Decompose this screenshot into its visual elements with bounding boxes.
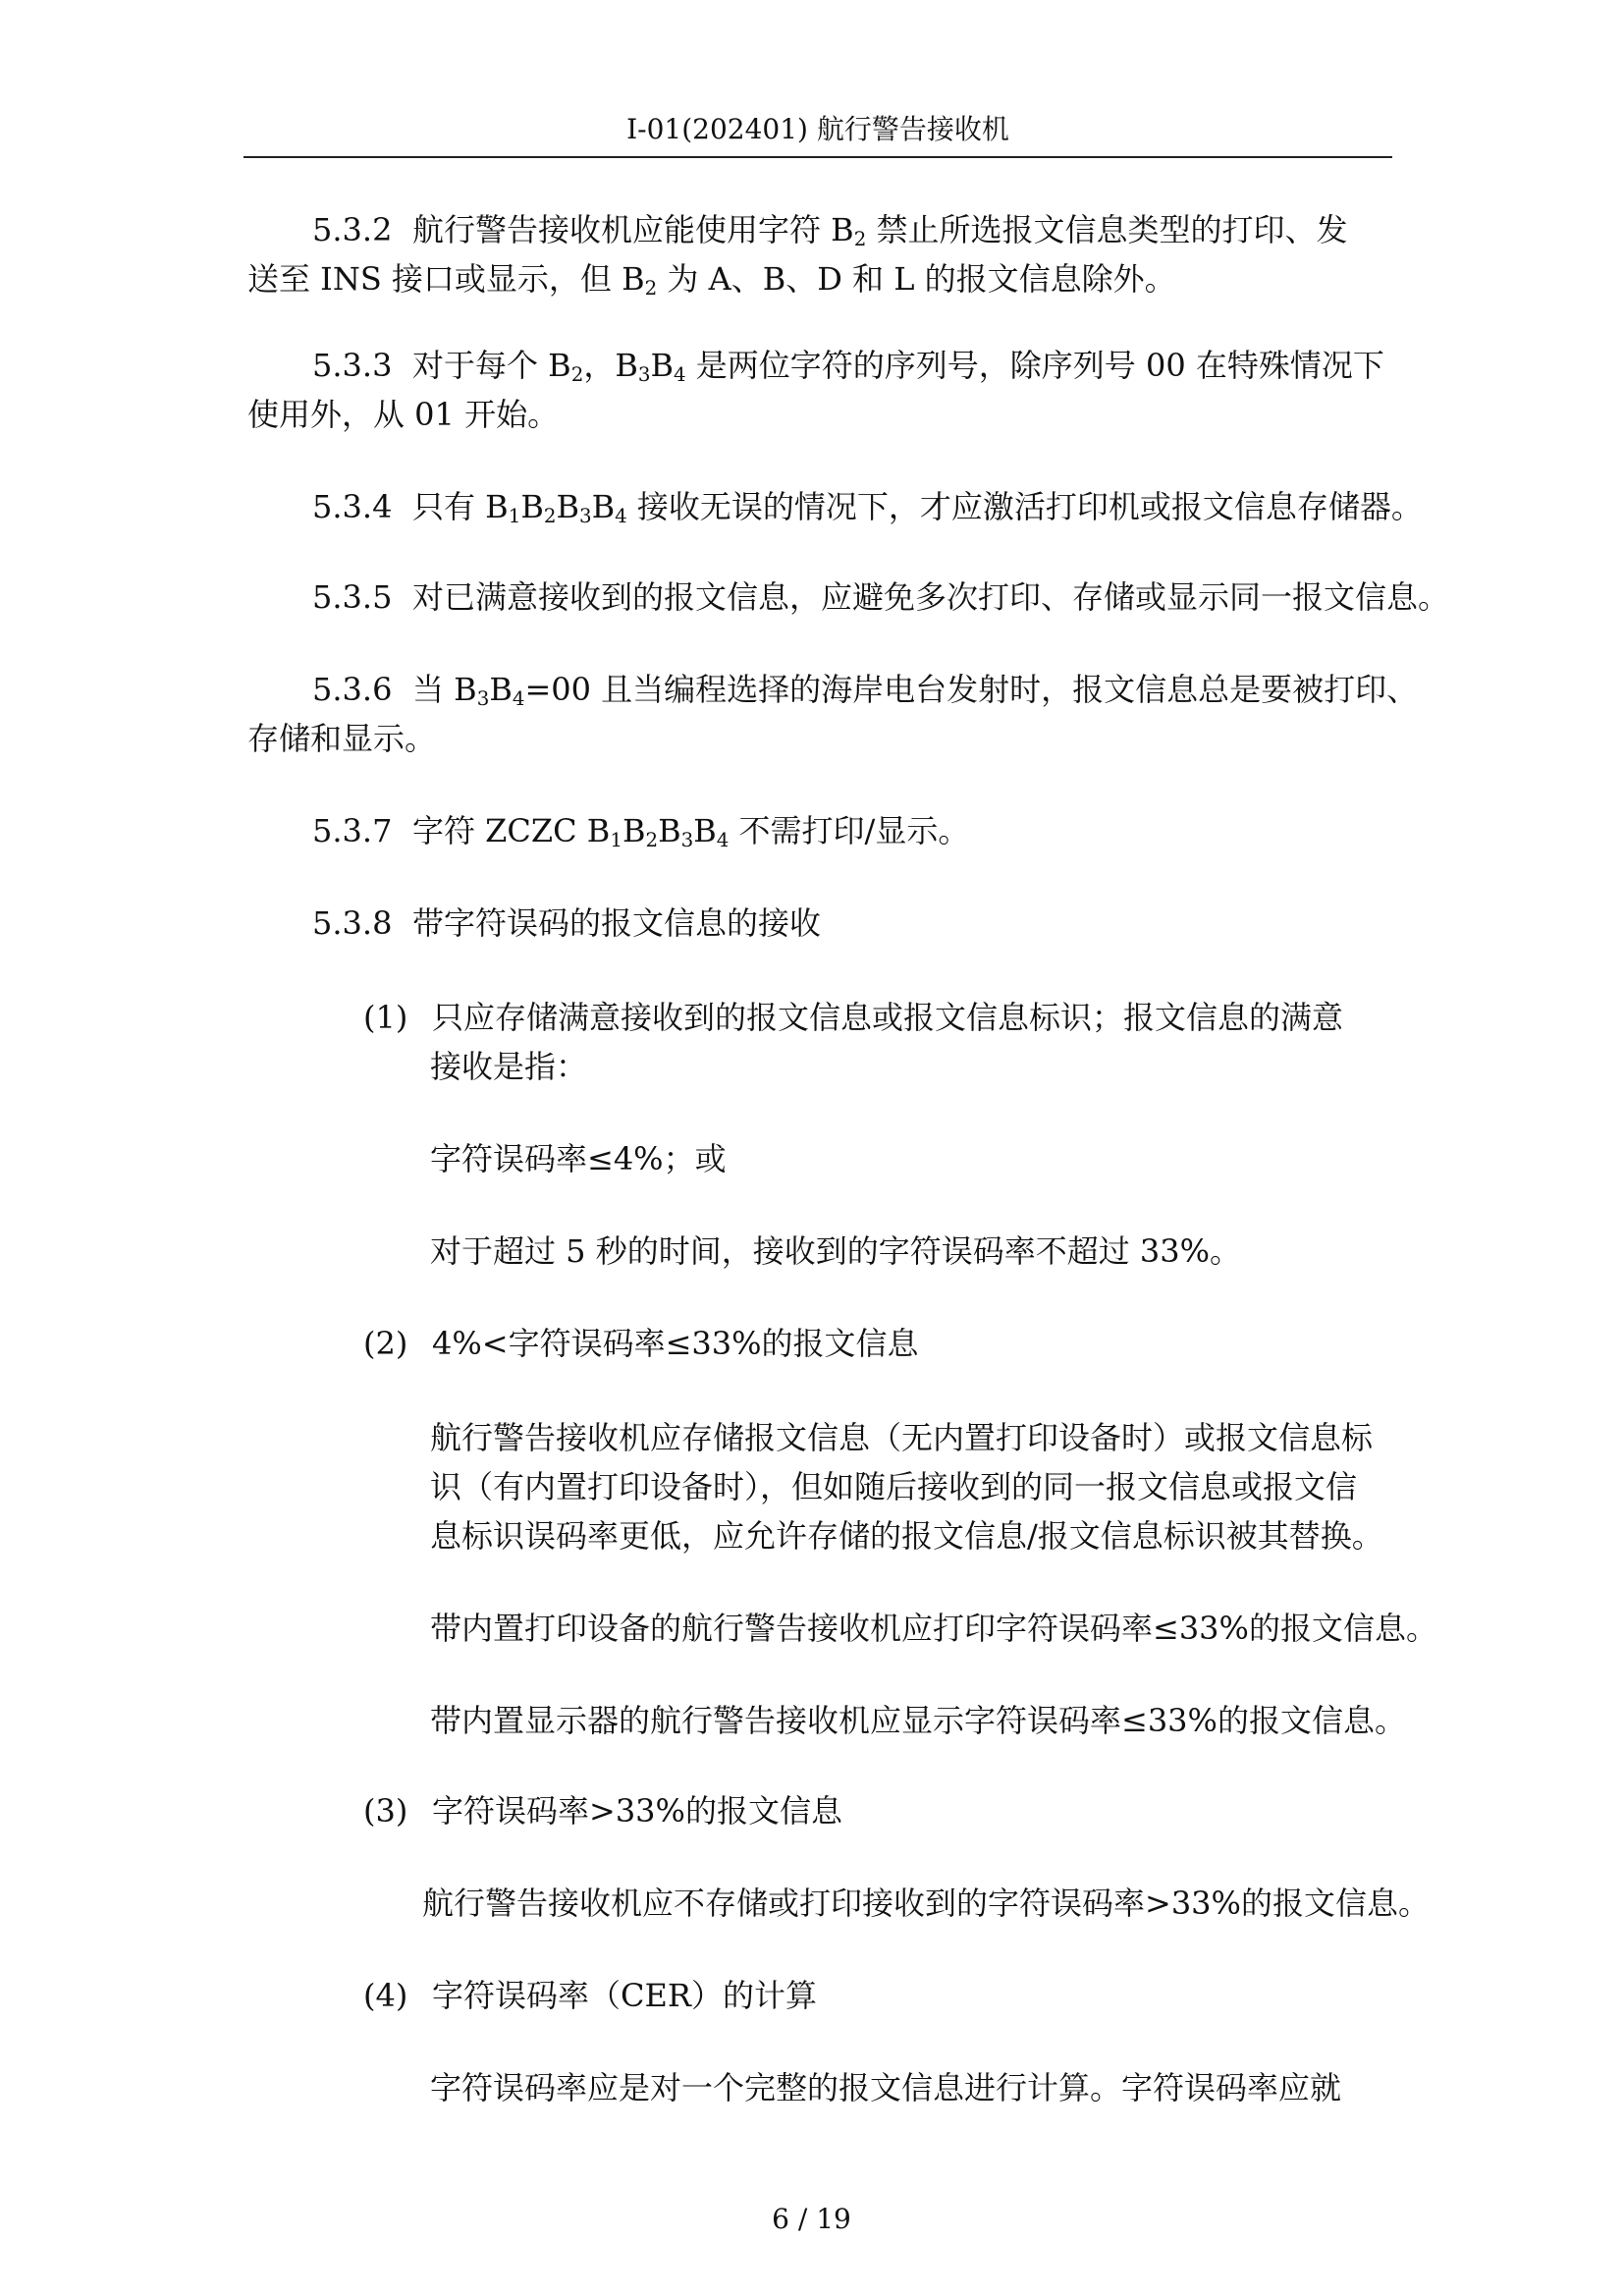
section-number: 5.3.8 [312,904,393,942]
section-number: 5.3.7 [312,812,393,849]
text: 是两位字符的序列号，除序列号 00 在特殊情况下 [685,347,1384,384]
subscript: 4 [512,686,525,710]
section-5-3-2-line-1 [312,204,1348,255]
item-2-para-1-line-2: 识（有内置打印设备时），但如随后接收到的同一报文信息或报文信 [430,1468,1358,1505]
text: 对于每个 B [412,347,571,384]
item-1-condition-b: 对于超过 5 秒的时间，接收到的字符误码率不超过 33%。 [430,1232,1242,1270]
text: 禁止所选报文信息类型的打印、发 [866,211,1348,248]
section-5-3-3-line-1 [312,340,1384,391]
text: B [650,347,674,384]
subscript: 3 [476,686,490,710]
text: 对已满意接收到的报文信息，应避免多次打印、存储或显示同一报文信息。 [412,578,1450,616]
text: 字符 ZCZC B [412,812,611,849]
subscript: 3 [578,504,592,527]
text: 4%<字符误码率≤33%的报文信息 [432,1325,919,1362]
item-2-para-2: 带内置打印设备的航行警告接收机应打印字符误码率≤33%的报文信息。 [430,1610,1437,1647]
item-3-para: 航行警告接收机应不存储或打印接收到的字符误码率>33%的报文信息。 [422,1885,1430,1922]
section-5-3-6-line-2: 存储和显示。 [247,720,437,757]
text: B [556,488,579,525]
item-2-title [363,1318,919,1369]
subscript: 2 [853,227,867,250]
item-number: (4) [363,1977,408,2014]
text: B [658,812,681,849]
subscript: 1 [508,504,521,527]
section-5-3-2-line-2 [247,253,1176,304]
page-number: 6 / 19 [772,2203,851,2235]
subscript: 2 [645,828,659,851]
item-3-title [363,1785,842,1836]
text: 字符误码率（CER）的计算 [432,1977,817,2014]
section-number: 5.3.6 [312,671,393,708]
section-5-3-7 [312,805,969,856]
subscript: 3 [637,362,651,386]
subscript: 4 [615,504,627,527]
item-4-para-line-1: 字符误码率应是对一个完整的报文信息进行计算。字符误码率应就 [430,2069,1342,2106]
text: 送至 INS 接口或显示，但 B [247,260,645,298]
section-5-3-4 [312,481,1423,532]
text: =00 且当编程选择的海岸电台发射时，报文信息总是要被打印、 [524,671,1419,708]
text: 只有 B [412,488,509,525]
header-divider [243,156,1392,158]
section-number: 5.3.2 [312,211,393,248]
text: 只应存储满意接收到的报文信息或报文信息标识；报文信息的满意 [432,999,1344,1036]
text: ，B [583,347,638,384]
text: 字符误码率>33%的报文信息 [432,1792,842,1830]
subscript: 2 [543,504,557,527]
section-5-3-5 [312,572,1449,623]
page-header: I-01(202401) 航行警告接收机 [626,113,1009,145]
text: 航行警告接收机应能使用字符 B [412,211,854,248]
subscript: 1 [610,828,622,851]
item-number: (2) [363,1325,408,1362]
text: B [520,488,544,525]
section-number: 5.3.4 [312,488,393,525]
item-number: (3) [363,1792,408,1830]
section-number: 5.3.5 [312,578,393,616]
item-number: (1) [363,999,408,1036]
item-2-para-1-line-3: 息标识误码率更低，应允许存储的报文信息/报文信息标识被其替换。 [430,1517,1383,1555]
item-2-para-1-line-1: 航行警告接收机应存储报文信息（无内置打印设备时）或报文信息标 [430,1419,1374,1456]
section-5-3-3-line-2: 使用外，从 01 开始。 [247,396,560,433]
subscript: 3 [680,828,694,851]
item-1-line-2: 接收是指： [430,1048,588,1085]
section-5-3-6-line-1 [312,664,1418,715]
text: 接收无误的情况下，才应激活打印机或报文信息存储器。 [626,488,1423,525]
item-4-title [363,1970,817,2021]
text: 不需打印/显示。 [729,812,970,849]
text: B [489,671,513,708]
text: B [693,812,717,849]
section-5-3-8 [312,898,821,949]
subscript: 4 [674,362,686,386]
text: B [622,812,646,849]
subscript: 2 [570,362,584,386]
section-number: 5.3.3 [312,347,393,384]
text: 带字符误码的报文信息的接收 [412,904,822,942]
subscript: 4 [716,828,730,851]
text: 当 B [412,671,477,708]
subscript: 2 [644,276,658,300]
text: B [591,488,616,525]
item-1-condition-a: 字符误码率≤4%；或 [430,1140,727,1177]
item-1-line-1 [363,992,1343,1043]
text: 为 A、B、D 和 L 的报文信息除外。 [657,260,1176,298]
item-2-para-3: 带内置显示器的航行警告接收机应显示字符误码率≤33%的报文信息。 [430,1702,1406,1739]
